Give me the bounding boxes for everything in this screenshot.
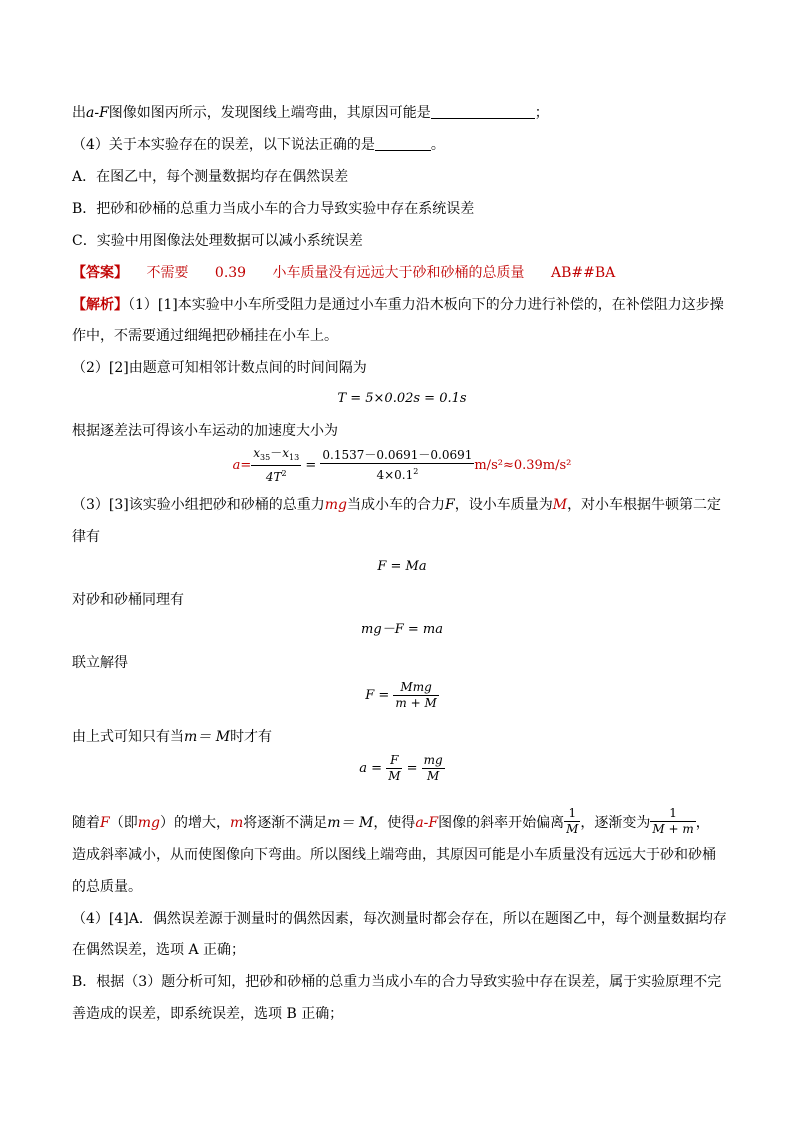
- q4-line: [72, 135, 732, 155]
- answer-3: 小车质量没有远远大于砂和砂桶的总质量: [272, 265, 525, 281]
- p8-t6: ，使得: [373, 815, 416, 831]
- eq-a2-eq: =: [406, 761, 418, 776]
- q4-text: （4）关于本实验存在的误差，以下说法正确的是: [72, 137, 375, 153]
- equation-mg: mg－F = ma: [361, 622, 443, 637]
- eq-a-sub2: 13: [289, 453, 300, 462]
- eq-a-den: 4T: [265, 470, 282, 484]
- option-b: B．把砂和砂桶的总重力当成小车的合力导致实验中存在系统误差: [72, 201, 475, 217]
- p8-t4: 将逐渐不满足: [243, 815, 328, 831]
- q3-var: a-F: [86, 105, 109, 121]
- answer-2: 0.39: [214, 265, 247, 281]
- analysis-p3: 根据逐差法可得该小车运动的加速度大小为: [72, 423, 338, 439]
- p8-f1-den: M: [566, 822, 579, 836]
- analysis-p2: （2）[2]由题意可知相邻计数点间的时间间隔为: [72, 360, 367, 376]
- option-c: C．实验中用图像法处理数据可以减小系统误差: [72, 233, 363, 249]
- analysis-p11b: 善造成的误差，即系统误差，选项 B 正确；: [72, 1006, 344, 1022]
- analysis-p11a: B．根据（3）题分析可知，把砂和砂桶的总重力当成小车的合力导致实验中存在误差，属于实验原理不完: [72, 974, 722, 990]
- eq-a-sub1: 35: [260, 453, 271, 462]
- p8-t9: ，: [695, 815, 710, 831]
- p4-mg: mg: [324, 497, 347, 513]
- p8-cond: m＝ M: [327, 815, 374, 831]
- p4-text4: ，对小车根据牛顿第二定: [567, 497, 722, 513]
- q3-text-end: ；: [534, 105, 549, 121]
- p8-m: m: [229, 815, 244, 831]
- eq-a-sup2: 2: [413, 467, 419, 476]
- p8-mg: mg: [137, 815, 160, 831]
- p8-F: F: [100, 815, 110, 831]
- analysis-p9a: 造成斜率减小，从而使图像向下弯曲。所以图线上端弯曲，其原因可能是小车质量没有远远大于砂和砂桶: [72, 847, 716, 863]
- eq-a2-num1: F: [386, 753, 402, 769]
- p8-aF: a-F: [415, 815, 439, 831]
- q4-end: 。: [430, 137, 445, 153]
- analysis-p6: 联立解得: [72, 655, 128, 671]
- analysis-p1b: 作中，不需要通过细绳把砂桶挂在小车上。: [72, 328, 338, 344]
- eq-a-minus: －: [270, 446, 283, 460]
- answer-blank-4[interactable]: [375, 136, 431, 151]
- p4-text2: 当成小车的合力: [347, 497, 445, 513]
- q3-text-pre: 出: [72, 105, 86, 121]
- option-a: A．在图乙中，每个测量数据均存在偶然误差: [72, 169, 349, 185]
- q3-tail-line: [72, 103, 732, 123]
- p4-F: F: [445, 497, 455, 513]
- q3-text-post: 图像如图丙所示，发现图线上端弯曲，其原因可能是: [108, 105, 431, 121]
- analysis-p10b: 在偶然误差，选项 A 正确；: [72, 942, 246, 958]
- answer-4: AB##BA: [550, 265, 616, 281]
- p8-f2-num: 1: [650, 806, 695, 822]
- answer-1: 不需要: [146, 265, 189, 281]
- p4-text1: （3）[3]该实验小组把砂和砂桶的总重力: [72, 497, 325, 513]
- p8-f2-den: M + m: [652, 822, 694, 836]
- equation-solution: [72, 680, 732, 716]
- analysis-p1a: （1）[1]本实验中小车所受阻力是通过小车重力沿木板向下的分力进行补偿的，在补偿阻力这步操: [128, 297, 724, 313]
- equation-a2: [72, 753, 732, 789]
- p7-text3: 时才有: [230, 729, 273, 745]
- eq-a-frac-symbolic: [251, 446, 301, 485]
- eq-a2-num2: mg: [423, 753, 443, 767]
- eq-a-sup1: 2: [281, 469, 287, 478]
- equation-F: F = Ma: [377, 559, 427, 574]
- answer-label: 【答案】: [72, 265, 128, 281]
- analysis-p10a: （4）[4]A．偶然误差源于测量时的偶然因素，每次测量时都会存在，所以在题图乙中，每个测量数据均存: [72, 911, 727, 927]
- p8-t7: 图像的斜率开始偏离: [438, 815, 565, 831]
- eq-a-num-r: 0.1537－0.0691－0.0691: [322, 448, 473, 462]
- p8-f1-num: 1: [564, 806, 580, 822]
- eq-a-tail: m/s²≈0.39m/s²: [474, 458, 572, 473]
- eq-a-frac-numeric: [320, 448, 474, 483]
- equation-acceleration: a= $\frac{x_{35}-x_{13}}{4T^2}$ = $\frac{0.1537-0.0691-0.0691}{4\times 0.1^2}$ m/s²≈0.39m/s²: [232, 446, 572, 484]
- answer-line: [72, 263, 732, 283]
- analysis-p8: [72, 806, 732, 837]
- eq-a-x1: x: [253, 446, 261, 460]
- answer-blank-3[interactable]: [431, 104, 535, 119]
- analysis-p4a: [72, 495, 732, 515]
- eq-a-x2: x: [282, 446, 290, 460]
- p4-M: M: [552, 497, 568, 513]
- equation-T: T = 5×0.02s = 0.1s: [337, 391, 467, 406]
- eq-sol-num: Mmg: [393, 680, 438, 696]
- eq-sol-lhs: F =: [365, 688, 390, 703]
- analysis-p4b: 律有: [72, 529, 100, 545]
- p4-text3: ，设小车质量为: [454, 497, 553, 513]
- eq-a2-den1: M: [388, 769, 401, 783]
- analysis-p5: 对砂和砂桶同理有: [72, 592, 184, 608]
- p8-t1: 随着: [72, 815, 100, 831]
- analysis-label: 【解析】: [72, 297, 128, 313]
- eq-a2-lhs: a =: [359, 761, 383, 776]
- analysis-p7: [72, 727, 732, 747]
- p8-t2: （即: [109, 815, 138, 831]
- p8-t8: ，逐渐变为: [580, 815, 651, 831]
- p7-cond: m＝ M: [184, 729, 231, 745]
- eq-a-den-r: 4×0.1: [376, 468, 414, 482]
- p8-t3: ）的增大，: [159, 815, 230, 831]
- analysis-line-1: [72, 295, 732, 315]
- analysis-p9b: 的总质量。: [72, 879, 142, 895]
- eq-a-lhs: a=: [232, 458, 252, 473]
- eq-a2-den2: M: [427, 769, 440, 783]
- p7-text1: 由上式可知只有当: [72, 729, 184, 745]
- eq-sol-den: m + M: [395, 696, 437, 710]
